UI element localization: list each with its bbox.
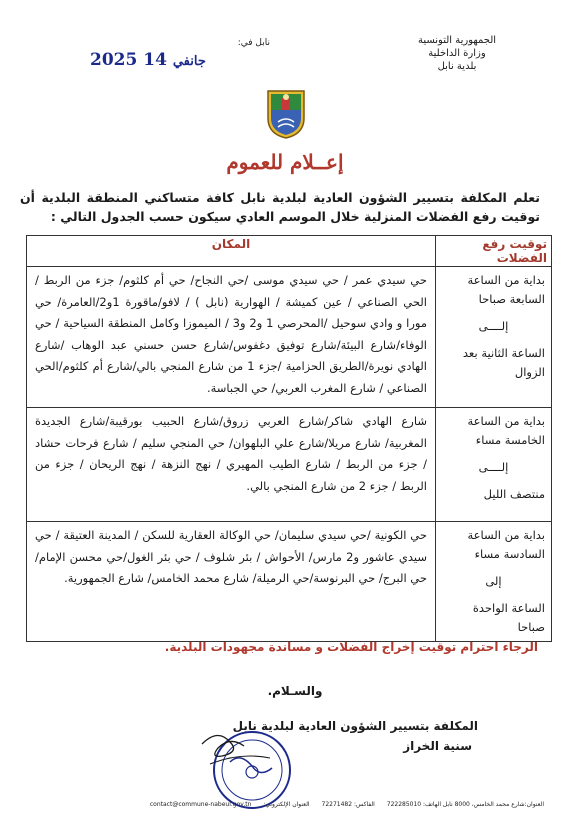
collection-schedule-table [26, 235, 552, 642]
salutation: والسـلام. [267, 684, 323, 698]
footer-contact [0, 801, 570, 808]
signatory-title: المكلفة بتسيير الشؤون العادية لبلدية نابل [232, 719, 478, 733]
ministry-name: وزارة الداخلية [428, 48, 486, 59]
table-row [27, 267, 552, 408]
signatory-block [138, 716, 478, 756]
time-start: بداية من الساعة السادسة مساء [467, 528, 545, 561]
header-time: توقيت رفع الفضلات [436, 236, 552, 267]
places-cell: حي سيدي عمر / حي سيدي موسى /حي النجاح/ حي أم كلثوم/ جزء من الربط /الحي الصناعي / عين كميشة / الهوارية (نابل ) / لافو/ماقورة 1و2/العامرة/ حي مورا و وادي سوحيل /المحرصي 1 و2 و3 / الميموزا وكامل المنطقة السياحية / حي الوفاء/شارع البيئة/شارع توفيق دغفوس/شارع حسن حسني عبد الوهاب /شارع الهادي نويرة/الطريق الحزامية /جزء 1 من شارع المنجي بالي/شارع أم كلثوم/الحي الصناعي / شارع المغرب العربي/ حي الجباسة. [27, 267, 436, 408]
time-separator: إلــــى [478, 460, 509, 474]
time-cell [436, 408, 552, 522]
municipality-crest-icon [266, 88, 306, 140]
footer-email: contact@commune-nabeul.gov.tn [149, 801, 252, 808]
date-day: 14 [143, 50, 167, 70]
time-separator: إلــــى [478, 319, 509, 333]
time-start: بداية من الساعة السابعة صباحا [467, 273, 545, 306]
official-stamp-icon [200, 722, 295, 812]
places-cell: شارع الهادي شاكر/شارع العربي زروق/شارع الحبيب بورقيبة/شارع الجديدة المغربية/ شارع مريلا/شارع علي البلهوان/ حي المنجي سليم / شارع فرحات حشاد / جزء من الربط / شارع الطيب المهيري / نهج النزهة / نهج الريحان / جزء من الربط / جزء 2 من شارع المنجي بالي. [27, 408, 436, 522]
closing-request: الرجاء احترام توقيت إخراج الفضلات و مساندة مجهودات البلدية. [164, 640, 538, 654]
time-cell [436, 522, 552, 642]
time-end: منتصف الليل [483, 487, 545, 501]
footer-address: العنوان:شارع محمد الخامس، 8000 نابل الهاتف: 722285010 [386, 801, 544, 808]
time-end: الساعة الواحدة صباحا [472, 601, 545, 634]
time-cell [436, 267, 552, 408]
footer-fax: الفاكس: 72271482 [321, 801, 375, 808]
time-start: بداية من الساعة الخامسة مساء [467, 414, 545, 447]
table-header-row [27, 236, 552, 267]
time-separator: إلى [485, 574, 502, 588]
country-name: الجمهورية التونسية [417, 35, 497, 46]
notice-title: إعــلام للعموم [226, 150, 344, 174]
date-month: جانفي [172, 54, 206, 69]
signatory-name: سنية الخراز [403, 739, 472, 753]
date-year: 2025 [90, 50, 138, 70]
time-end: الساعة الثانية بعد الزوال [462, 346, 545, 379]
places-cell: حي الكونية /حي سيدي سليمان/ حي الوكالة العقارية للسكن / المدينة العتيقة / حي سيدي عاشور و2 مارس/ الأحواش / بئر شلوف / حي بئر الغول/حي محسن الإمام/حي البرج/ حي البرنوسة/حي الرميلة/ شارع محمد الخامس/ شارع الجمهورية. [27, 522, 436, 642]
notice-intro: تعلم المكلفة بتسيير الشؤون العادية لبلدية نابل كافة متساكني المنطقة البلدية أن توقيت رفع الفضلات المنزلية خلال الموسم العادي سيكون حسب الجدول التالي : [20, 190, 540, 224]
table-row [27, 522, 552, 642]
date-value [90, 50, 206, 70]
footer-email-label: العنوان الإلكتروني: [263, 801, 310, 808]
place-label: نابل في: [237, 38, 270, 48]
letterhead [382, 34, 532, 73]
header-place: المكان [27, 236, 436, 267]
municipality-name: بلدية نابل [437, 61, 477, 72]
table-row [27, 408, 552, 522]
